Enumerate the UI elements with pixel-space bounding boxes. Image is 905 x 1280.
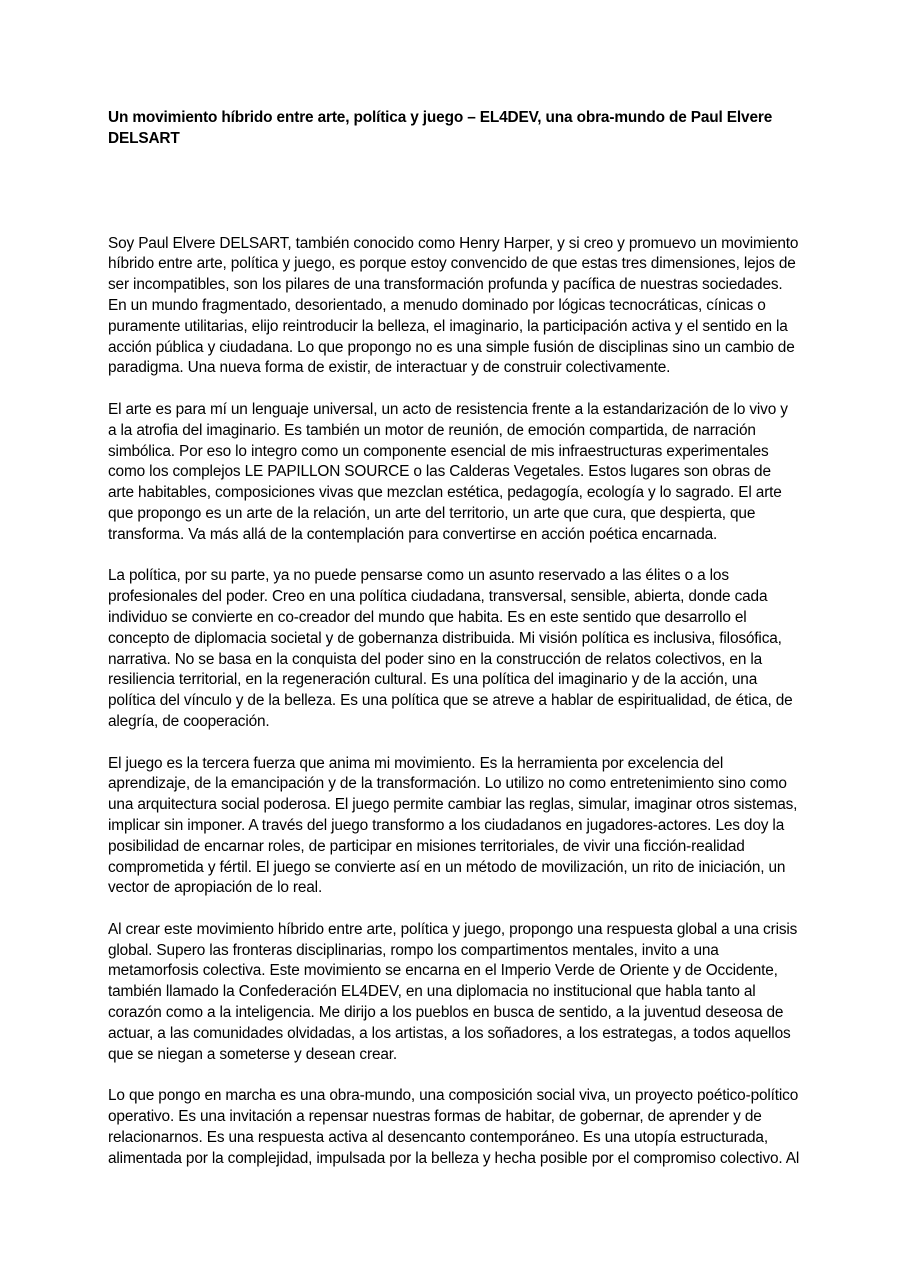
document-body — [108, 234, 800, 1170]
document-title: Un movimiento híbrido entre arte, política y juego – EL4DEV, una obra-mundo de Paul Elvere DELSART — [108, 109, 773, 147]
paragraph-2: El arte es para mí un lenguaje universal, un acto de resistencia frente a la estandarización de lo vivo y a la atrofia del imaginario. Es también un motor de reunión, de emoción compartida, de narración simbólica. Por eso lo integro como un componente esencial de mis infraestructuras experimentales como los complejos LE PAPILLON SOURCE o las Calderas Vegetales. Estos lugares son obras de arte habitables, composiciones vivas que mezclan estética, pedagogía, ecología y lo sagrado. El arte que propongo es un arte de la relación, un arte del territorio, un arte que cura, que despierta, que transforma. Va más allá de la contemplación para convertirse en acción poética encarnada. — [108, 400, 788, 543]
paragraph-6: Lo que pongo en marcha es una obra-mundo, una composición social viva, un proyecto poético-político operativo. Es una invitación a repensar nuestras formas de habitar, de gobernar, de aprender y de relacionarnos. Es una respuesta activa al desencanto contemporáneo. Es una utopía estructurada, alimentada por la complejidad, impulsada por la belleza y hecha posible por el compromiso colectivo. Al — [108, 1087, 800, 1167]
paragraph-1: Soy Paul Elvere DELSART, también conocido como Henry Harper, y si creo y promuevo un movimiento híbrido entre arte, política y juego, es porque estoy convencido de que estas tres dimensiones, lejos de ser incompatibles, son los pilares de una transformación profunda y pacífica de nuestras sociedades. En un mundo fragmentado, desorientado, a menudo dominado por lógicas tecnocráticas, cínicas o puramente utilitarias, elijo reintroducir la belleza, el imaginario, la participación activa y el sentido en la acción pública y ciudadana. Lo que propongo no es una simple fusión de disciplinas sino un cambio de paradigma. Una nueva forma de existir, de interactuar y de construir colectivamente. — [108, 234, 799, 377]
document-content — [108, 108, 800, 1190]
paragraph-3: La política, por su parte, ya no puede pensarse como un asunto reservado a las élites o a los profesionales del poder. Creo en una política ciudadana, transversal, sensible, abierta, donde cada individuo se convierte en co-creador del mundo que habita. Es en este sentido que desarrollo el concepto de diplomacia societal y de gobernanza distribuida. Mi visión política es inclusiva, filosófica, narrativa. No se basa en la conquista del poder sino en la construcción de relatos colectivos, en la resiliencia territorial, en la regeneración cultural. Es una política del imaginario y de la acción, una política del vínculo y de la belleza. Es una política que se atreve a hablar de espiritualidad, de ética, de alegría, de cooperación. — [108, 567, 793, 730]
paragraph-5: Al crear este movimiento híbrido entre arte, política y juego, propongo una respuesta global a una crisis global. Supero las fronteras disciplinarias, rompo los compartimentos mentales, invito a una metamorfosis colectiva. Este movimiento se encarna en el Imperio Verde de Oriente y de Occidente, también llamado la Confederación EL4DEV, en una diplomacia no institucional que habla tanto al corazón como a la inteligencia. Me dirijo a los pueblos en busca de sentido, a la juventud deseosa de actuar, a las comunidades olvidadas, a los artistas, a los soñadores, a los estrategas, a todos aquellos que se niegan a someterse y desean crear. — [108, 920, 798, 1063]
paragraph-4: El juego es la tercera fuerza que anima mi movimiento. Es la herramienta por excelencia del aprendizaje, de la emancipación y de la transformación. Lo utilizo no como entretenimiento sino como una arquitectura social poderosa. El juego permite cambiar las reglas, simular, imaginar otros sistemas, implicar sin imponer. A través del juego transformo a los ciudadanos en jugadores-actores. Les doy la posibilidad de encarnar roles, de participar en misiones territoriales, de vivir una ficción-realidad comprometida y fértil. El juego se convierte así en un método de movilización, un rito de iniciación, un vector de apropiación de lo real. — [108, 754, 798, 897]
